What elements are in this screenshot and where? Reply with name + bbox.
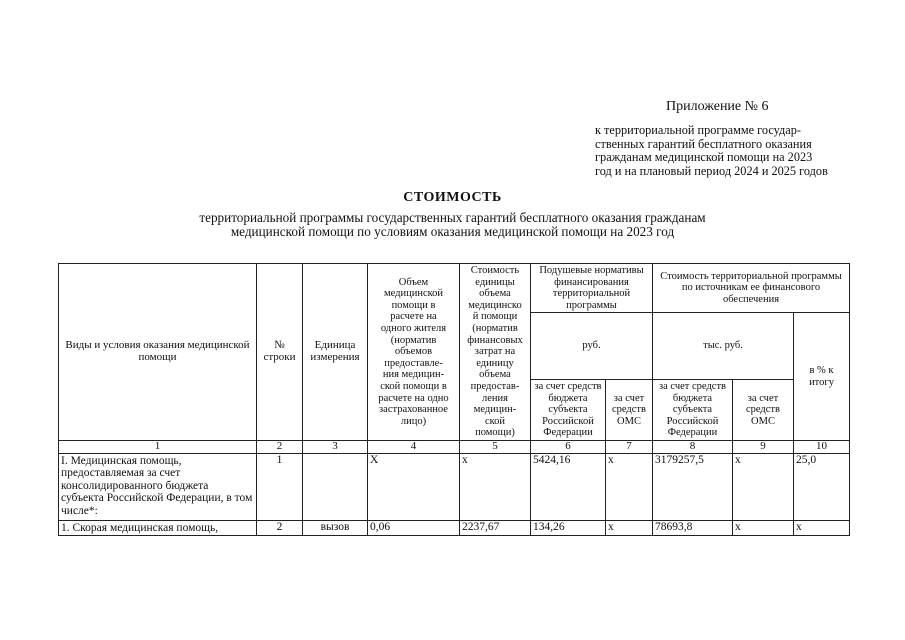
header-unit-cost [460,264,531,441]
header-line-number: № строки [257,264,303,441]
appendix-reference [595,124,865,178]
column-number: 5 [460,440,531,453]
header-unit-cost-line: финансовых [467,334,523,346]
header-cost-oms: за счет средств ОМС [733,379,794,440]
appendix-line: гражданам медицинской помощи на 2023 [595,150,813,164]
row-service-name: I. Медицинская помощь, предоставляемая за счет консолидированного бюджета субъекта Российской Федерации, в том числе*: [59,453,257,520]
row-volume: X [368,453,460,520]
header-volume-line: расчете на [390,311,437,323]
header-service-types: Виды и условия оказания медицинской помощи [59,264,257,441]
column-number-row [59,440,850,453]
header-unit-cost-line: предостав- [470,380,520,392]
row-percent: x [794,520,850,536]
row-per-capita-budget: 134,26 [531,520,606,536]
row-unit [303,453,368,520]
header-currency-rub: руб. [531,313,653,380]
row-unit: вызов [303,520,368,536]
header-volume-line: лицо) [400,415,427,427]
column-number: 1 [59,440,257,453]
header-volume-line: объемов [394,346,433,358]
header-cost-budget: за счет средств бюджета субъекта Российской Федерации [653,379,733,440]
appendix-line: ственных гарантий бесплатного оказания [595,136,812,151]
column-number: 9 [733,440,794,453]
appendix-line: к территориальной программе государ- [595,123,801,137]
header-unit-cost-line: объема [479,369,511,381]
header-volume-line: застрахованное [379,404,448,416]
header-volume-line: медицинской [383,288,444,300]
header-volume-line: (норматив [390,334,437,346]
row-cost-oms: x [733,453,794,520]
header-per-capita-budget: за счет средств бюджета субъекта Российской Федерации [531,379,606,440]
header-unit: Единица измерения [303,264,368,441]
table-row [59,520,850,536]
header-per-capita-standards: Подушевые нормативы финансирования территориальной программы [531,264,653,313]
document-subtitle [0,211,905,239]
row-service-name: 1. Скорая медицинская помощь, [59,520,257,536]
appendix-line: год и на плановый период 2024 и 2025 годов [595,163,828,178]
header-unit-cost-line: (норматив [472,322,518,334]
row-per-capita-oms: x [606,453,653,520]
header-volume-line: расчете на одно [378,392,449,404]
row-cost-budget: 78693,8 [653,520,733,536]
row-unit-cost: 2237,67 [460,520,531,536]
header-unit-cost-line: помощи) [475,427,515,439]
header-unit-cost-line: й помощи [472,311,518,323]
subtitle-line: медицинской помощи по условиям оказания медицинской помощи на 2023 год [230,224,675,239]
row-cost-budget: 3179257,5 [653,453,733,520]
column-number: 8 [653,440,733,453]
header-volume-line: Объем [398,276,429,288]
header-currency-thousand-rub: тыс. руб. [653,313,794,380]
column-number: 2 [257,440,303,453]
header-unit-cost-line: объема [479,288,511,300]
column-number: 6 [531,440,606,453]
header-volume-line: предоставле- [384,357,443,369]
header-unit-cost-line: единицу [476,357,514,369]
header-volume-line: ния медицин- [382,369,445,381]
appendix-title: Приложение № 6 [666,99,769,114]
header-unit-cost-line: ской [484,415,506,427]
column-number: 4 [368,440,460,453]
row-per-capita-budget: 5424,16 [531,453,606,520]
header-volume-line: одного жителя [380,322,447,334]
header-program-cost: Стоимость территориальной программы по источникам ее финансового обеспечения [653,264,850,313]
column-number: 10 [794,440,850,453]
row-volume: 0,06 [368,520,460,536]
header-unit-cost-line: единицы [475,276,515,288]
row-cost-oms: x [733,520,794,536]
header-unit-cost-line: Стоимость [470,265,520,276]
row-line-number: 1 [257,453,303,520]
row-unit-cost: x [460,453,531,520]
document-title: СТОИМОСТЬ [403,190,502,205]
header-percent-of-total: в % к итогу [794,313,850,441]
subtitle-line: территориальной программы государственных гарантий бесплатного оказания гражданам [199,210,706,225]
row-line-number: 2 [257,520,303,536]
header-volume [368,264,460,441]
header-volume-line: ской помощи в [380,380,447,392]
header-unit-cost-line: затрат на [474,346,516,358]
header-unit-cost-line: медицинско [468,299,522,311]
table-row [59,453,850,520]
column-number: 3 [303,440,368,453]
row-per-capita-oms: x [606,520,653,536]
column-number: 7 [606,440,653,453]
row-percent: 25,0 [794,453,850,520]
header-volume-line: помощи в [391,299,436,311]
header-unit-cost-line: медицин- [473,404,517,416]
cost-table [58,263,850,536]
header-unit-cost-line: ления [482,392,508,404]
header-per-capita-oms: за счет средств ОМС [606,379,653,440]
